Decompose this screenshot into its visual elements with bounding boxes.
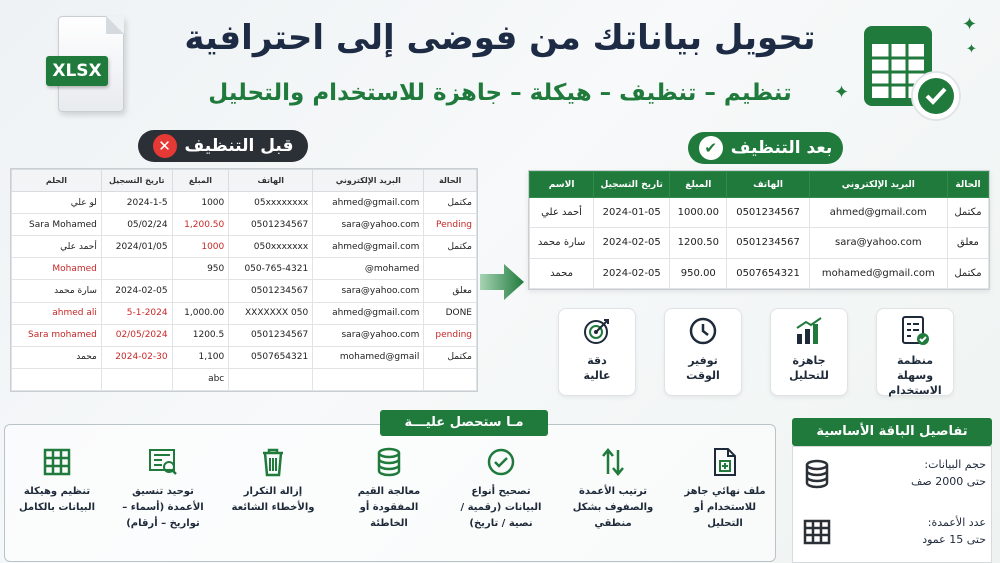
before-table-row — [12, 236, 477, 258]
before-table-cell: 0501234567 — [229, 324, 313, 346]
gain-item — [218, 444, 328, 516]
before-table-cell — [424, 368, 477, 390]
before-table-cell — [313, 368, 424, 390]
before-table-cell: مكتمل — [424, 346, 477, 368]
grid-icon — [2, 444, 112, 480]
before-table-cell: 1,200.50 — [172, 214, 229, 236]
package-row-value: حتى 15 عمود — [922, 533, 986, 546]
check-circle-icon — [446, 444, 556, 480]
after-column-header: المبلغ — [670, 172, 727, 198]
package-row-title: عدد الأعمدة: — [927, 516, 986, 529]
before-table-cell: ahmed@gmail.com — [313, 302, 424, 324]
before-table-cell: 950 — [172, 258, 229, 280]
feature-text: دقة عالية — [583, 354, 611, 382]
before-table-cell: ahmed@gmail.com — [313, 236, 424, 258]
before-table-cell: 05xxxxxxxx — [229, 192, 313, 214]
before-table-cell: Pending — [424, 214, 477, 236]
xlsx-badge: XLSX — [46, 56, 108, 86]
after-table-cell: مكتمل — [947, 198, 988, 228]
before-table-row — [12, 214, 477, 236]
before-table-cell: 2024-02-05 — [101, 280, 172, 302]
package-row-value: حتى 2000 صف — [910, 475, 986, 488]
before-table-cell: DONE — [424, 302, 477, 324]
after-table-cell: ahmed@gmail.com — [809, 198, 947, 228]
before-table-cell: 2024-02-30 — [101, 346, 172, 368]
before-table-cell: ahmed ali — [12, 302, 102, 324]
after-table-cell: معلق — [947, 228, 988, 258]
before-column-header: الحلم — [12, 170, 102, 192]
before-table-cell — [101, 368, 172, 390]
before-cleaning-label — [138, 130, 308, 162]
package-row-label — [866, 514, 986, 548]
after-table-cell: 2024-02-05 — [594, 228, 670, 258]
after-table-cell: سارة محمد — [530, 228, 594, 258]
checklist-icon — [877, 309, 953, 353]
before-table-row — [12, 258, 477, 280]
before-table-cell — [172, 280, 229, 302]
before-column-header: المبلغ — [172, 170, 229, 192]
feature-text: جاهزة للتحليل — [789, 354, 829, 382]
before-table-cell: 5-1-2024 — [101, 302, 172, 324]
after-column-header: تاريخ التسجيل — [594, 172, 670, 198]
gains-title: مـا ستحصل عليـــة — [380, 410, 548, 436]
database-icon — [800, 458, 834, 490]
before-table-cell: 2024-1-5 — [101, 192, 172, 214]
after-table-cell: 0501234567 — [727, 228, 809, 258]
check-icon: ✔ — [699, 136, 723, 160]
after-table-cell: 950.00 — [670, 258, 727, 288]
gain-item — [446, 444, 556, 532]
before-table — [10, 168, 478, 392]
gain-text: تصحيح أنواع البيانات (رقمية / نصية / تاريخ) — [460, 486, 542, 529]
database-icon — [334, 444, 444, 480]
package-title: تفاصيل الباقة الأساسية — [792, 418, 992, 446]
before-table-cell: 1000 — [172, 236, 229, 258]
package-row — [800, 450, 986, 500]
sort-arrows-icon — [558, 444, 668, 480]
before-table-cell: 050xxxxxxx — [229, 236, 313, 258]
before-column-header: البريد الإلكتروني — [313, 170, 424, 192]
after-table-row — [530, 258, 989, 288]
before-table-cell: مكتمل — [424, 192, 477, 214]
after-table-cell: 2024-01-05 — [594, 198, 670, 228]
target-icon — [559, 309, 635, 353]
feature-card — [664, 308, 742, 396]
before-table-cell: sara@yahoo.com — [313, 324, 424, 346]
gain-item — [558, 444, 668, 532]
package-row-title: حجم البيانات: — [924, 458, 986, 471]
after-table-cell: أحمد علي — [530, 198, 594, 228]
gain-text: تنظيم وهيكلة البيانات بالكامل — [18, 486, 96, 513]
before-table-cell: mohamed@ — [313, 258, 424, 280]
format-icon — [108, 444, 218, 480]
file-plus-icon — [670, 444, 780, 480]
spreadsheet-check-icon: ✦ ✦ ✦ — [858, 20, 978, 125]
clock-icon — [665, 309, 741, 353]
before-table-row — [12, 346, 477, 368]
before-label-text: قبل التنظيف — [184, 136, 294, 156]
after-column-header: الهاتف — [727, 172, 809, 198]
before-table-cell: pending — [424, 324, 477, 346]
before-table-cell: 1200.5 — [172, 324, 229, 346]
feature-card — [876, 308, 954, 396]
bar-chart-icon — [771, 309, 847, 353]
before-table-cell: محمد — [12, 346, 102, 368]
before-table-row — [12, 302, 477, 324]
before-table-cell: لو علي — [12, 192, 102, 214]
close-icon: ✕ — [153, 134, 177, 158]
before-table-cell: 1000 — [172, 192, 229, 214]
after-label-text: بعد التنظيف — [730, 138, 833, 158]
gain-text: معالجة القيم المفقودة أو الخاطئة — [357, 486, 421, 529]
before-table-cell: Mohamed — [12, 258, 102, 280]
table-icon — [800, 516, 834, 548]
arrow-right-icon — [480, 262, 524, 302]
gain-text: ملف نهائي جاهز للاستخدام أو التحليل — [684, 486, 766, 529]
after-table-cell: mohamed@gmail.com — [809, 258, 947, 288]
after-column-header: الحالة — [947, 172, 988, 198]
before-column-header: تاريخ التسجيل — [101, 170, 172, 192]
after-table-cell: 0501234567 — [727, 198, 809, 228]
before-table-cell — [101, 258, 172, 280]
feature-text: منظمة وسهلة الاستخدام — [888, 354, 942, 397]
before-table-cell: abc — [172, 368, 229, 390]
before-table-cell: 1,000.00 — [172, 302, 229, 324]
after-table-cell: 1000.00 — [670, 198, 727, 228]
after-table-row — [530, 228, 989, 258]
before-table-cell: sara@yahoo.com — [313, 214, 424, 236]
before-table-cell: sara@yahoo.com — [313, 280, 424, 302]
gain-text: توحيد تنسيق الأعمدة (أسماء – تواريخ – أرقام) — [122, 486, 204, 529]
before-table-cell: mohamed@gmail — [313, 346, 424, 368]
page-title: تحويل بياناتك من فوضى إلى احترافية — [184, 18, 816, 58]
after-table-cell: مكتمل — [947, 258, 988, 288]
before-table-cell: سارة محمد — [12, 280, 102, 302]
package-row-label — [866, 456, 986, 490]
after-table-cell: sara@yahoo.com — [809, 228, 947, 258]
before-table-cell: Sara mohamed — [12, 324, 102, 346]
before-table-cell: 0501234567 — [229, 214, 313, 236]
before-column-header: الهاتف — [229, 170, 313, 192]
gain-text: ترتيب الأعمدة والصفوف بشكل منطقي — [572, 486, 654, 529]
before-table-cell: 2024/01/05 — [101, 236, 172, 258]
before-table-cell: مكتمل — [424, 236, 477, 258]
page-subtitle: تنظيم – تنظيف – هيكلة – جاهزة للاستخدام والتحليل — [208, 80, 792, 106]
before-table-cell: 1,100 — [172, 346, 229, 368]
gain-item — [334, 444, 444, 532]
before-table-cell: 0501234567 — [229, 280, 313, 302]
after-table-cell: 0507654321 — [727, 258, 809, 288]
before-table-cell: 05/02/24 — [101, 214, 172, 236]
after-table-row — [530, 198, 989, 228]
gain-item — [2, 444, 112, 516]
after-table — [528, 170, 990, 290]
package-row — [800, 508, 986, 558]
before-table-row — [12, 368, 477, 390]
before-table-cell: معلق — [424, 280, 477, 302]
before-table-cell — [12, 368, 102, 390]
after-table-cell: 2024-02-05 — [594, 258, 670, 288]
after-column-header: الاسم — [530, 172, 594, 198]
before-table-cell: 050 XXXXXXX — [229, 302, 313, 324]
before-table-row — [12, 324, 477, 346]
before-table-cell: 02/05/2024 — [101, 324, 172, 346]
before-table-cell — [424, 258, 477, 280]
after-cleaning-label — [688, 132, 843, 164]
after-table-cell: محمد — [530, 258, 594, 288]
before-table-cell — [229, 368, 313, 390]
feature-card — [558, 308, 636, 396]
before-table-cell: ahmed@gmail.com — [313, 192, 424, 214]
before-table-cell: Sara Mohamed — [12, 214, 102, 236]
gain-text: إزالة التكرار والأخطاء الشائعة — [231, 486, 315, 513]
feature-card — [770, 308, 848, 396]
gain-item — [670, 444, 780, 532]
before-table-cell: أحمد علي — [12, 236, 102, 258]
before-column-header: الحالة — [424, 170, 477, 192]
after-table-cell: 1200.50 — [670, 228, 727, 258]
gain-item — [108, 444, 218, 532]
before-table-row — [12, 280, 477, 302]
before-table-cell: 050-765-4321 — [229, 258, 313, 280]
trash-icon — [218, 444, 328, 480]
before-table-row — [12, 192, 477, 214]
after-column-header: البريد الإلكتروني — [809, 172, 947, 198]
xlsx-file-icon — [44, 12, 134, 120]
feature-text: توفير الوقت — [686, 354, 720, 382]
before-table-cell: 0507654321 — [229, 346, 313, 368]
